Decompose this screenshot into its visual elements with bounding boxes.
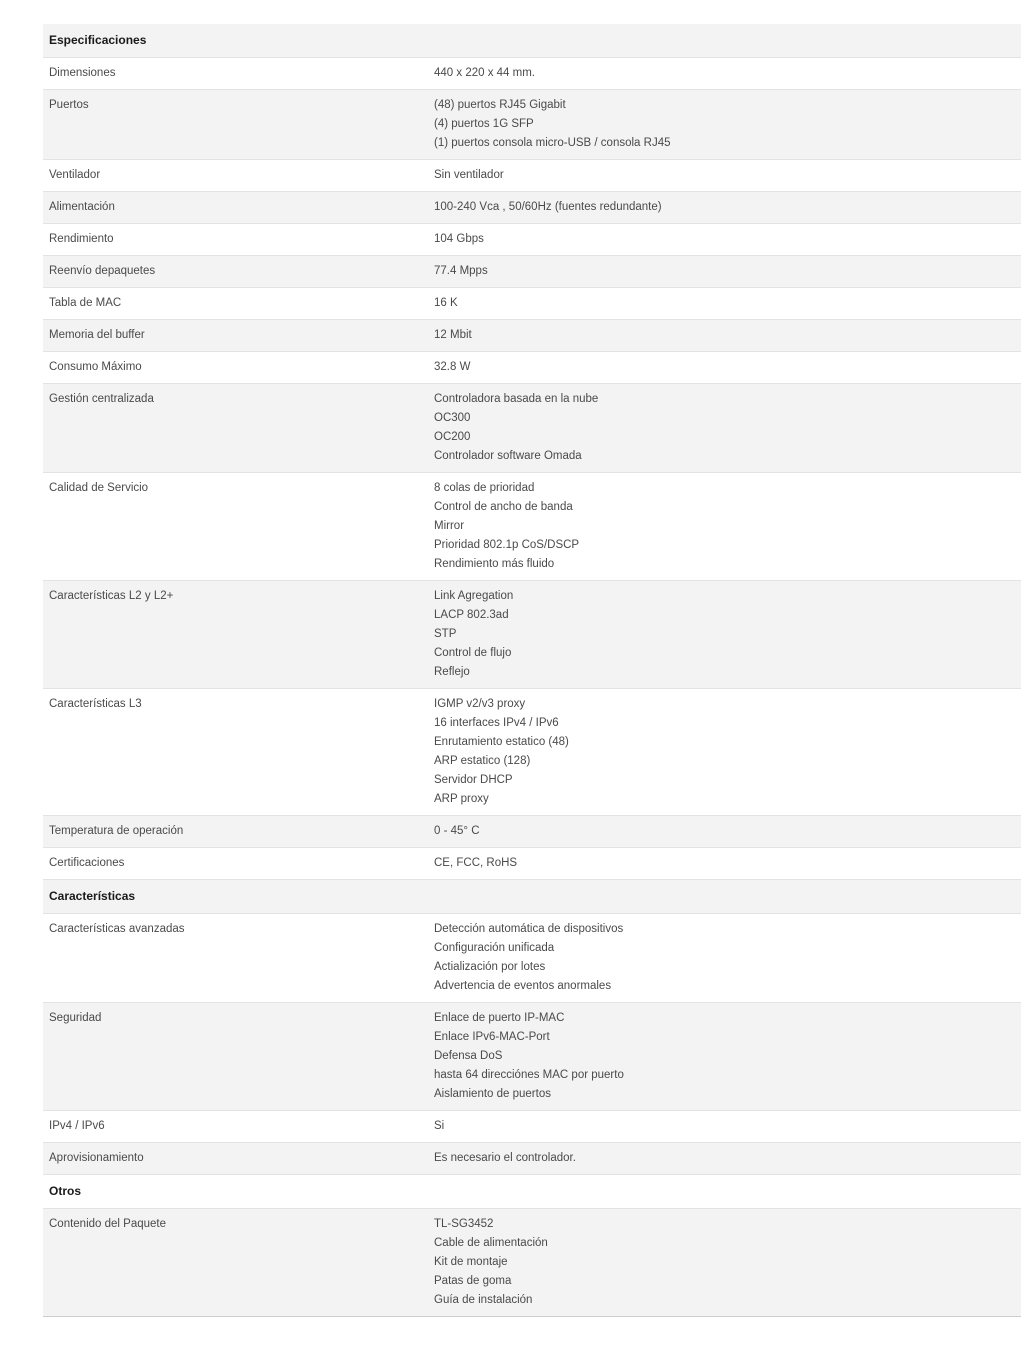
specifications-table	[43, 24, 1021, 1317]
spec-row	[43, 1143, 1021, 1175]
spec-row	[43, 288, 1021, 320]
spec-label: Seguridad	[43, 1003, 428, 1111]
spec-value-line: IGMP v2/v3 proxy	[434, 698, 526, 710]
spec-value-line: 440 x 220 x 44 mm.	[434, 67, 535, 79]
spec-label: Características L3	[43, 689, 428, 816]
spec-value-line: 16 interfaces IPv4 / IPv6	[434, 717, 559, 729]
spec-value-line: (4) puertos 1G SFP	[434, 118, 534, 130]
spec-value	[428, 160, 1021, 192]
section-title: Características	[43, 880, 1021, 914]
spec-value-line: CE, FCC, RoHS	[434, 857, 518, 869]
spec-value-line: 12 Mbit	[434, 329, 472, 341]
section-title: Especificaciones	[43, 24, 1021, 58]
spec-label: Puertos	[43, 90, 428, 160]
spec-value-line: Enlace IPv6-MAC-Port	[434, 1031, 550, 1043]
spec-value	[428, 848, 1021, 880]
spec-value-line: (48) puertos RJ45 Gigabit	[434, 99, 566, 111]
spec-value	[428, 1003, 1021, 1111]
spec-label: Características avanzadas	[43, 914, 428, 1003]
spec-value-line: Detección automática de dispositivos	[434, 923, 624, 935]
spec-value	[428, 914, 1021, 1003]
section-header	[43, 880, 1021, 914]
spec-value	[428, 689, 1021, 816]
spec-label: Certificaciones	[43, 848, 428, 880]
spec-label: Rendimiento	[43, 224, 428, 256]
spec-value-line: Controladora basada en la nube	[434, 393, 599, 405]
spec-value	[428, 816, 1021, 848]
spec-value-line: 32.8 W	[434, 361, 471, 373]
spec-row	[43, 914, 1021, 1003]
spec-row	[43, 1003, 1021, 1111]
spec-row	[43, 90, 1021, 160]
spec-value-line: Mirror	[434, 520, 465, 532]
spec-row	[43, 816, 1021, 848]
spec-label: Contenido del Paquete	[43, 1209, 428, 1317]
spec-row	[43, 581, 1021, 689]
spec-value-line: Es necesario el controlador.	[434, 1152, 576, 1164]
spec-row	[43, 848, 1021, 880]
spec-value-line: (1) puertos consola micro-USB / consola RJ45	[434, 137, 671, 149]
spec-value	[428, 256, 1021, 288]
spec-value-line: Reflejo	[434, 666, 470, 678]
spec-value	[428, 192, 1021, 224]
spec-value-line: 16 K	[434, 297, 458, 309]
spec-label: Temperatura de operación	[43, 816, 428, 848]
spec-value	[428, 320, 1021, 352]
spec-value-line: TL-SG3452	[434, 1218, 494, 1230]
spec-label: IPv4 / IPv6	[43, 1111, 428, 1143]
spec-value-line: OC200	[434, 431, 471, 443]
spec-value-line: Control de flujo	[434, 647, 512, 659]
spec-value-line: Si	[434, 1120, 445, 1132]
spec-value	[428, 224, 1021, 256]
spec-value	[428, 352, 1021, 384]
spec-value-line: Enlace de puerto IP-MAC	[434, 1012, 565, 1024]
spec-label: Calidad de Servicio	[43, 473, 428, 581]
spec-value-line: Rendimiento más fluido	[434, 558, 555, 570]
spec-value-line: Cable de alimentación	[434, 1237, 548, 1249]
spec-value	[428, 581, 1021, 689]
spec-value-line: Configuración unificada	[434, 942, 555, 954]
spec-row	[43, 352, 1021, 384]
spec-value-line: Defensa DoS	[434, 1050, 503, 1062]
spec-label: Dimensiones	[43, 58, 428, 90]
spec-value-line: STP	[434, 628, 457, 640]
spec-value-line: 77.4 Mpps	[434, 265, 488, 277]
spec-label: Reenvío depaquetes	[43, 256, 428, 288]
spec-value	[428, 1111, 1021, 1143]
spec-value-line: Link Agregation	[434, 590, 514, 602]
spec-value	[428, 288, 1021, 320]
specifications-table-body	[43, 24, 1021, 1317]
section-header	[43, 24, 1021, 58]
spec-value-line: ARP proxy	[434, 793, 489, 805]
spec-row	[43, 160, 1021, 192]
spec-row	[43, 473, 1021, 581]
spec-row	[43, 58, 1021, 90]
spec-value	[428, 90, 1021, 160]
spec-row	[43, 384, 1021, 473]
spec-row	[43, 320, 1021, 352]
spec-row	[43, 1209, 1021, 1317]
spec-value-line: Guía de instalación	[434, 1294, 533, 1306]
spec-row	[43, 689, 1021, 816]
spec-value-line: Prioridad 802.1p CoS/DSCP	[434, 539, 580, 551]
spec-value-line: 104 Gbps	[434, 233, 484, 245]
spec-value-line: Aislamiento de puertos	[434, 1088, 551, 1100]
spec-value-line: Sin ventilador	[434, 169, 504, 181]
section-header	[43, 1175, 1021, 1209]
spec-value-line: Actialización por lotes	[434, 961, 546, 973]
spec-value-line: Servidor DHCP	[434, 774, 513, 786]
spec-value-line: Controlador software Omada	[434, 450, 582, 462]
section-title: Otros	[43, 1175, 1021, 1209]
spec-row	[43, 192, 1021, 224]
spec-label: Ventilador	[43, 160, 428, 192]
spec-label: Características L2 y L2+	[43, 581, 428, 689]
spec-value	[428, 384, 1021, 473]
spec-value-line: Enrutamiento estatico (48)	[434, 736, 569, 748]
spec-value-line: OC300	[434, 412, 471, 424]
spec-value-line: 8 colas de prioridad	[434, 482, 535, 494]
spec-label: Gestión centralizada	[43, 384, 428, 473]
spec-row	[43, 224, 1021, 256]
spec-label: Alimentación	[43, 192, 428, 224]
spec-value-line: ARP estatico (128)	[434, 755, 531, 767]
spec-value-line: 0 - 45° C	[434, 825, 480, 837]
spec-value	[428, 58, 1021, 90]
spec-label: Memoria del buffer	[43, 320, 428, 352]
spec-value-line: Control de ancho de banda	[434, 501, 573, 513]
spec-value	[428, 1143, 1021, 1175]
spec-value-line: LACP 802.3ad	[434, 609, 509, 621]
spec-row	[43, 256, 1021, 288]
spec-value	[428, 473, 1021, 581]
spec-value-line: 100-240 Vca , 50/60Hz (fuentes redundante)	[434, 201, 662, 213]
spec-value-line: Kit de montaje	[434, 1256, 508, 1268]
spec-label: Aprovisionamiento	[43, 1143, 428, 1175]
spec-value	[428, 1209, 1021, 1317]
spec-value-line: Patas de goma	[434, 1275, 512, 1287]
spec-label: Tabla de MAC	[43, 288, 428, 320]
spec-value-line: hasta 64 direcciónes MAC por puerto	[434, 1069, 624, 1081]
spec-row	[43, 1111, 1021, 1143]
spec-label: Consumo Máximo	[43, 352, 428, 384]
spec-value-line: Advertencia de eventos anormales	[434, 980, 612, 992]
